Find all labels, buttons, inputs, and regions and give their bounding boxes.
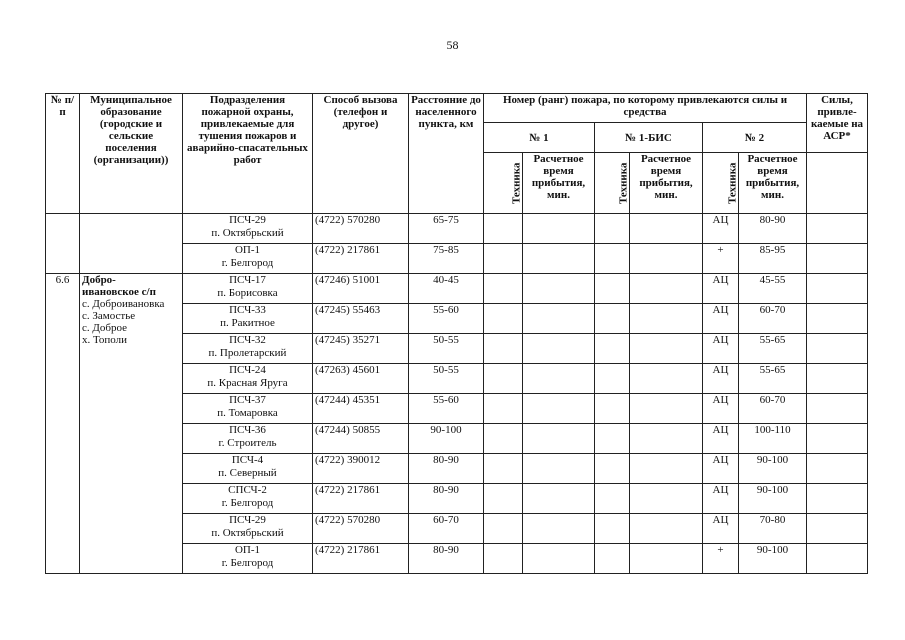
settlement-item: с. Доброивановка — [82, 298, 165, 310]
header-distance: Расстояние до населенного пункта, км — [409, 94, 484, 214]
cell-unit — [183, 544, 313, 574]
cell-r1-arrival — [523, 304, 595, 334]
unit-name: ОП-1 — [234, 244, 261, 256]
fire-forces-table — [45, 93, 868, 574]
header-forces-empty — [807, 153, 868, 214]
unit-location: п. Октябрьский — [211, 527, 284, 539]
cell-r2-equipment: АЦ — [703, 304, 739, 334]
cell-distance: 90-100 — [409, 424, 484, 454]
unit-name: ПСЧ-29 — [229, 214, 266, 226]
cell-unit — [183, 454, 313, 484]
cell-r1-arrival — [523, 214, 595, 244]
unit-location: п. Борисовка — [217, 287, 278, 299]
cell-r1bis-arrival — [630, 454, 703, 484]
cell-r2-equipment: АЦ — [703, 514, 739, 544]
unit-name: ПСЧ-4 — [231, 454, 264, 466]
unit-location: п. Октябрьский — [211, 227, 284, 239]
cell-r2-arrival: 70-80 — [739, 514, 807, 544]
cell-r1-equipment — [484, 424, 523, 454]
cell-r2-equipment: АЦ — [703, 394, 739, 424]
cell-r1bis-arrival — [630, 244, 703, 274]
cell-r2-arrival: 90-100 — [739, 544, 807, 574]
cell-forces — [807, 214, 868, 244]
cell-distance: 40-45 — [409, 274, 484, 304]
cell-phone: (4722) 217861 — [313, 244, 409, 274]
cell-r2-equipment: АЦ — [703, 454, 739, 484]
cell-r1bis-arrival — [630, 394, 703, 424]
cell-r1bis-equipment — [595, 364, 630, 394]
cell-r2-arrival: 55-65 — [739, 334, 807, 364]
cell-distance: 50-55 — [409, 334, 484, 364]
cell-distance: 50-55 — [409, 364, 484, 394]
cell-r1-arrival — [523, 424, 595, 454]
cell-r1bis-equipment — [595, 304, 630, 334]
cell-r2-equipment: АЦ — [703, 274, 739, 304]
cell-r1bis-arrival — [630, 334, 703, 364]
cell-r1bis-equipment — [595, 334, 630, 364]
cell-distance: 80-90 — [409, 484, 484, 514]
cell-r1-equipment — [484, 244, 523, 274]
unit-name: ОП-1 — [234, 544, 261, 556]
cell-r1-equipment — [484, 274, 523, 304]
cell-forces — [807, 484, 868, 514]
cell-r1-equipment — [484, 514, 523, 544]
header-forces: Силы, привле-каемые на АСР* — [807, 94, 868, 153]
cell-unit — [183, 364, 313, 394]
cell-distance: 55-60 — [409, 394, 484, 424]
settlement-item: с. Замостье — [82, 310, 136, 322]
settlement-item: х. Тополи — [82, 334, 128, 346]
cell-r1bis-equipment — [595, 244, 630, 274]
cell-num: 6.6 — [46, 274, 80, 574]
cell-phone: (47245) 35271 — [313, 334, 409, 364]
unit-name: ПСЧ-33 — [229, 304, 266, 316]
cell-distance: 55-60 — [409, 304, 484, 334]
table-body — [46, 214, 868, 574]
cell-r2-arrival: 60-70 — [739, 394, 807, 424]
header-arrival-r2: Расчетное время прибытия, мин. — [739, 153, 807, 214]
cell-r1-equipment — [484, 454, 523, 484]
cell-unit — [183, 334, 313, 364]
cell-phone: (4722) 570280 — [313, 214, 409, 244]
cell-forces — [807, 394, 868, 424]
header-units: Подразделения пожарной охраны, привлекаемые для тушения пожаров и аварийно-спасательных работ — [183, 94, 313, 214]
cell-municipality — [80, 274, 183, 574]
table-row — [46, 214, 868, 244]
cell-r1bis-arrival — [630, 274, 703, 304]
unit-location: г. Белгород — [221, 557, 274, 569]
cell-phone: (4722) 570280 — [313, 514, 409, 544]
cell-r1-arrival — [523, 274, 595, 304]
cell-r1bis-equipment — [595, 544, 630, 574]
cell-r1-arrival — [523, 454, 595, 484]
unit-location: п. Пролетарский — [208, 347, 287, 359]
unit-location: п. Томаровка — [217, 407, 278, 419]
header-rank-group: Номер (ранг) пожара, по которому привлекаются силы и средства — [484, 94, 807, 123]
cell-r1-arrival — [523, 334, 595, 364]
cell-r1bis-arrival — [630, 514, 703, 544]
cell-distance: 65-75 — [409, 214, 484, 244]
header-call-method: Способ вызова (телефон и другое) — [313, 94, 409, 214]
cell-r2-arrival: 55-65 — [739, 364, 807, 394]
cell-num — [46, 214, 80, 274]
cell-distance: 80-90 — [409, 544, 484, 574]
cell-r2-equipment: + — [703, 244, 739, 274]
cell-r1-arrival — [523, 544, 595, 574]
header-equipment-r2: Техника — [703, 153, 739, 214]
cell-r2-arrival: 85-95 — [739, 244, 807, 274]
cell-r1-arrival — [523, 514, 595, 544]
cell-r1-equipment — [484, 334, 523, 364]
header-rank-1: № 1 — [484, 123, 595, 153]
table-row — [46, 274, 868, 304]
cell-r1-equipment — [484, 214, 523, 244]
cell-r1-equipment — [484, 394, 523, 424]
cell-r2-arrival: 60-70 — [739, 304, 807, 334]
cell-forces — [807, 544, 868, 574]
cell-r1bis-arrival — [630, 304, 703, 334]
unit-name: ПСЧ-29 — [229, 514, 266, 526]
unit-location: г. Белгород — [221, 497, 274, 509]
cell-phone: (4722) 217861 — [313, 484, 409, 514]
cell-r1bis-arrival — [630, 214, 703, 244]
municipality-name-line1: Добро- — [82, 274, 116, 286]
cell-r1bis-equipment — [595, 214, 630, 244]
header-municipality: Муниципальное образование (городские и сельские поселения (организации)) — [80, 94, 183, 214]
municipality-name-line2: ивановское с/п — [82, 286, 156, 298]
cell-forces — [807, 274, 868, 304]
unit-name: ПСЧ-37 — [229, 394, 266, 406]
cell-r2-equipment: АЦ — [703, 424, 739, 454]
cell-r2-equipment: АЦ — [703, 364, 739, 394]
cell-r1-arrival — [523, 484, 595, 514]
header-equipment-r1bis: Техника — [595, 153, 630, 214]
cell-unit — [183, 394, 313, 424]
header-arrival-r1bis: Расчетное время прибытия, мин. — [630, 153, 703, 214]
header-rank-2: № 2 — [703, 123, 807, 153]
unit-name: ПСЧ-36 — [229, 424, 266, 436]
cell-r1-equipment — [484, 484, 523, 514]
cell-phone: (4722) 217861 — [313, 544, 409, 574]
cell-r1bis-arrival — [630, 484, 703, 514]
cell-unit — [183, 514, 313, 544]
cell-r2-arrival: 100-110 — [739, 424, 807, 454]
cell-forces — [807, 304, 868, 334]
cell-unit — [183, 244, 313, 274]
cell-r2-equipment: АЦ — [703, 214, 739, 244]
unit-name: ПСЧ-32 — [229, 334, 266, 346]
cell-unit — [183, 214, 313, 244]
cell-r2-equipment: АЦ — [703, 484, 739, 514]
cell-forces — [807, 334, 868, 364]
cell-phone: (4722) 390012 — [313, 454, 409, 484]
page-number: 58 — [446, 38, 459, 52]
unit-location: п. Северный — [218, 467, 277, 479]
header-num: № п/п — [46, 94, 80, 214]
cell-phone: (47263) 45601 — [313, 364, 409, 394]
cell-r1bis-equipment — [595, 424, 630, 454]
unit-name: СПСЧ-2 — [228, 484, 267, 496]
unit-name: ПСЧ-24 — [229, 364, 266, 376]
cell-r2-equipment: АЦ — [703, 334, 739, 364]
cell-distance: 80-90 — [409, 454, 484, 484]
cell-r1bis-arrival — [630, 424, 703, 454]
cell-r1-arrival — [523, 364, 595, 394]
cell-unit — [183, 274, 313, 304]
cell-unit — [183, 484, 313, 514]
unit-location: п. Ракитное — [220, 317, 275, 329]
cell-r2-arrival: 90-100 — [739, 454, 807, 484]
cell-phone: (47244) 45351 — [313, 394, 409, 424]
header-rank-1bis: № 1-БИС — [595, 123, 703, 153]
cell-r1-arrival — [523, 394, 595, 424]
cell-phone: (47245) 55463 — [313, 304, 409, 334]
cell-r1bis-equipment — [595, 274, 630, 304]
cell-r1-equipment — [484, 364, 523, 394]
cell-municipality — [80, 214, 183, 274]
cell-distance: 75-85 — [409, 244, 484, 274]
header-equipment-r1: Техника — [484, 153, 523, 214]
cell-phone: (47244) 50855 — [313, 424, 409, 454]
cell-unit — [183, 304, 313, 334]
unit-location: г. Белгород — [221, 257, 274, 269]
cell-r1bis-arrival — [630, 544, 703, 574]
unit-name: ПСЧ-17 — [229, 274, 266, 286]
cell-r1bis-equipment — [595, 484, 630, 514]
cell-forces — [807, 454, 868, 484]
cell-r2-arrival: 45-55 — [739, 274, 807, 304]
cell-r1bis-equipment — [595, 394, 630, 424]
cell-r1-equipment — [484, 304, 523, 334]
cell-r2-arrival: 90-100 — [739, 484, 807, 514]
settlement-item: с. Доброе — [82, 322, 127, 334]
cell-distance: 60-70 — [409, 514, 484, 544]
cell-forces — [807, 424, 868, 454]
cell-r1bis-arrival — [630, 364, 703, 394]
cell-r1-equipment — [484, 544, 523, 574]
cell-r1bis-equipment — [595, 514, 630, 544]
header-arrival-r1: Расчетное время прибытия, мин. — [523, 153, 595, 214]
cell-r1bis-equipment — [595, 454, 630, 484]
cell-forces — [807, 244, 868, 274]
cell-r2-arrival: 80-90 — [739, 214, 807, 244]
unit-location: п. Красная Яруга — [207, 377, 288, 389]
cell-phone: (47246) 51001 — [313, 274, 409, 304]
unit-location: г. Строитель — [218, 437, 277, 449]
cell-unit — [183, 424, 313, 454]
cell-r2-equipment: + — [703, 544, 739, 574]
cell-forces — [807, 514, 868, 544]
cell-r1-arrival — [523, 244, 595, 274]
cell-forces — [807, 364, 868, 394]
